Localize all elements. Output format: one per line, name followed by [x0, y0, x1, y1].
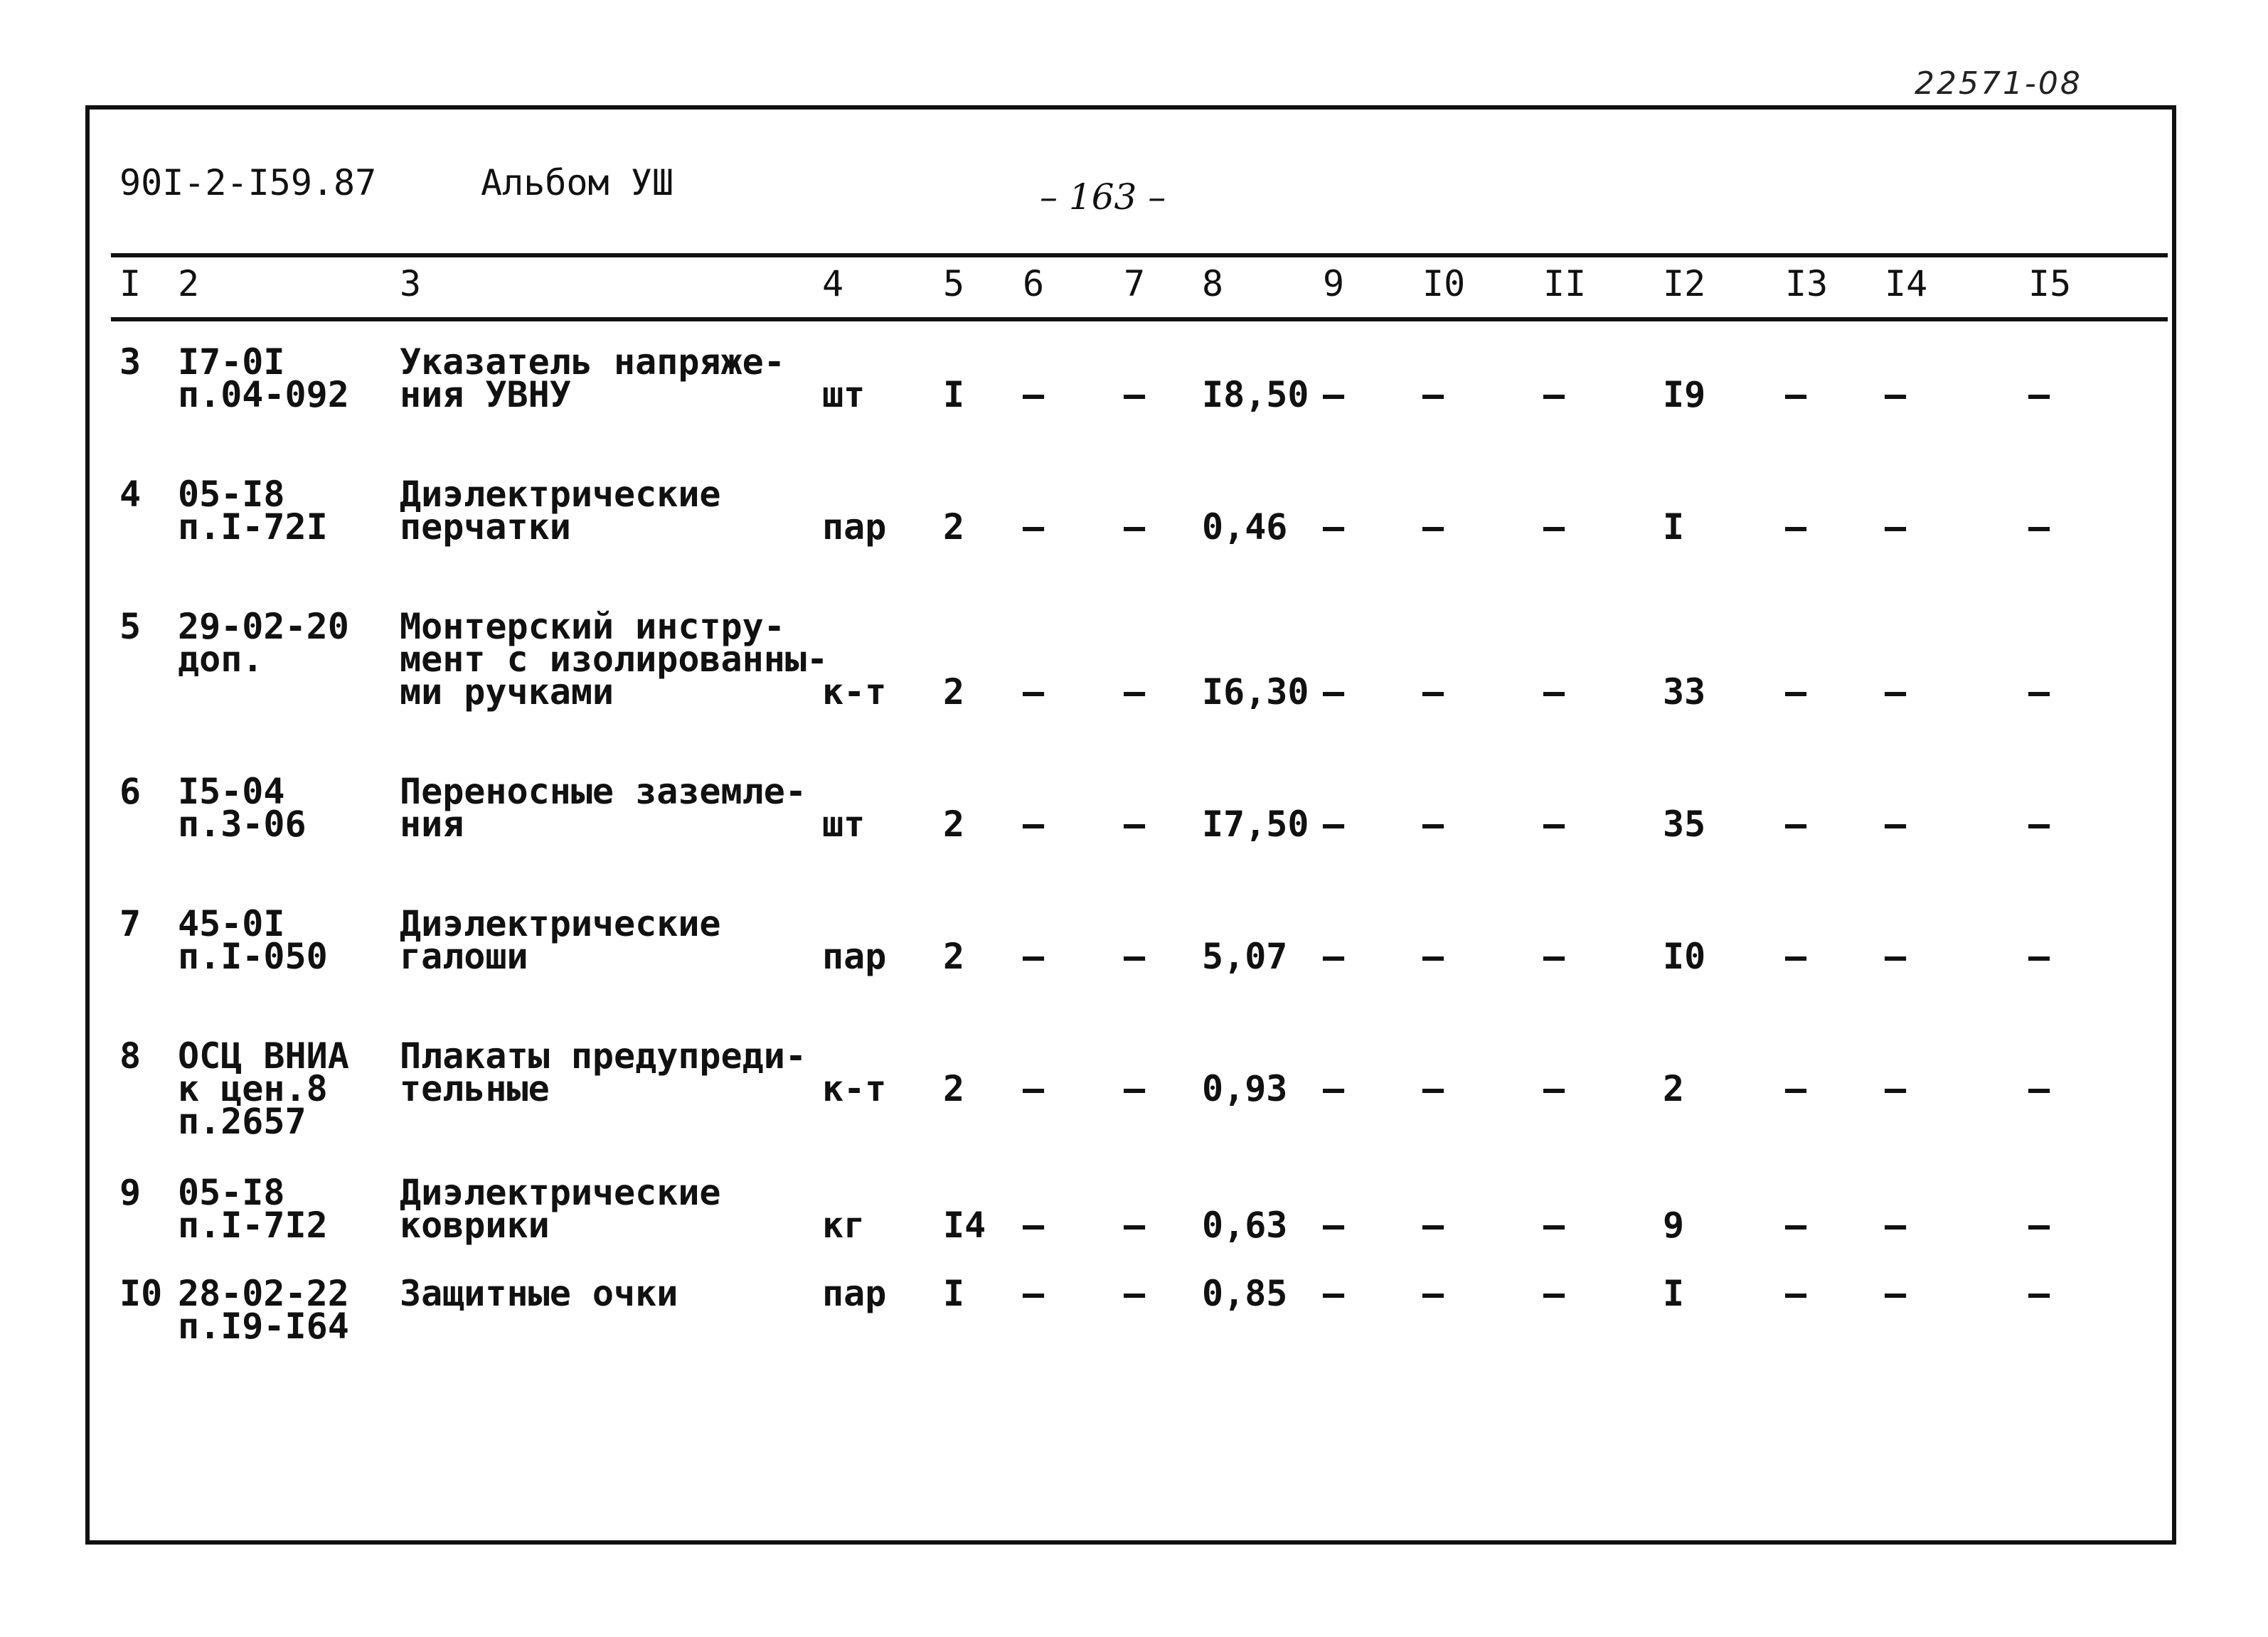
value-cell-c12: I9	[1663, 374, 1706, 415]
value-cell-c7: –	[1124, 1273, 1146, 1314]
value-cell-c6: –	[1023, 804, 1045, 845]
item-name: Монтерский инстру- мент с изолированны- ми ручками	[400, 606, 829, 713]
value-cell-c9: –	[1323, 1273, 1345, 1314]
value-cell-c15: –	[2028, 506, 2050, 548]
value-cell-c12: I	[1663, 506, 1685, 548]
value-cell-c5: I	[943, 374, 965, 415]
value-cell-c8: 5,07	[1202, 936, 1288, 977]
position-code: 28-02-22 п.I9-I64	[178, 1273, 349, 1347]
value-cell-c15: –	[2028, 804, 2050, 845]
value-cell-c13: –	[1785, 804, 1807, 845]
value-cell-c15: –	[2028, 1273, 2050, 1314]
value-cell-c12: 35	[1663, 804, 1706, 845]
album-label: Альбом УШ	[481, 162, 674, 203]
value-cell-c7: –	[1124, 804, 1146, 845]
value-cell-c11: –	[1543, 1273, 1565, 1314]
position-code: 05-I8 п.I-7I2	[178, 1172, 328, 1246]
row-number: 8	[119, 1035, 142, 1077]
value-cell-c11: –	[1543, 1205, 1565, 1246]
column-header: I2	[1663, 263, 1706, 304]
column-header: 3	[400, 263, 422, 304]
value-cell-c15: –	[2028, 374, 2050, 415]
item-name: Диэлектрические галоши	[400, 903, 721, 977]
value-cell-c9: –	[1323, 374, 1345, 415]
unit-cell: пар	[822, 1273, 887, 1314]
value-cell-c14: –	[1885, 506, 1907, 548]
column-header: 9	[1323, 263, 1345, 304]
value-cell-c6: –	[1023, 671, 1045, 713]
position-code: 45-0I п.I-050	[178, 903, 328, 977]
value-cell-c7: –	[1124, 1068, 1146, 1109]
column-header: 6	[1023, 263, 1045, 304]
row-number: 6	[119, 771, 142, 812]
value-cell-c8: 0,85	[1202, 1273, 1288, 1314]
item-name: Плакаты предупреди- тельные	[400, 1035, 806, 1109]
value-cell-c12: I0	[1663, 936, 1706, 977]
value-cell-c9: –	[1323, 1205, 1345, 1246]
column-header: I	[119, 263, 142, 304]
unit-cell: к-т	[822, 671, 887, 713]
unit-cell: шт	[822, 804, 866, 845]
column-header: I4	[1885, 263, 1928, 304]
value-cell-c5: I	[943, 1273, 965, 1314]
value-cell-c10: –	[1422, 1205, 1444, 1246]
value-cell-c9: –	[1323, 1068, 1345, 1109]
value-cell-c8: I6,30	[1202, 671, 1309, 713]
value-cell-c5: 2	[943, 671, 965, 713]
value-cell-c10: –	[1422, 1068, 1444, 1109]
value-cell-c13: –	[1785, 374, 1807, 415]
value-cell-c13: –	[1785, 936, 1807, 977]
column-header: I5	[2028, 263, 2072, 304]
value-cell-c12: 9	[1663, 1205, 1685, 1246]
value-cell-c7: –	[1124, 506, 1146, 548]
position-code: I7-0I п.04-092	[178, 341, 349, 415]
value-cell-c6: –	[1023, 1273, 1045, 1314]
row-number: I0	[119, 1273, 163, 1314]
value-cell-c13: –	[1785, 1273, 1807, 1314]
column-header: 2	[178, 263, 200, 304]
column-header: I0	[1422, 263, 1466, 304]
value-cell-c10: –	[1422, 506, 1444, 548]
value-cell-c10: –	[1422, 936, 1444, 977]
value-cell-c5: 2	[943, 804, 965, 845]
value-cell-c9: –	[1323, 671, 1345, 713]
unit-cell: пар	[822, 506, 887, 548]
column-header: 5	[943, 263, 965, 304]
value-cell-c5: 2	[943, 936, 965, 977]
column-header: 7	[1124, 263, 1146, 304]
page-number: – 163 –	[1040, 176, 1166, 218]
value-cell-c5: 2	[943, 506, 965, 548]
value-cell-c8: I8,50	[1202, 374, 1309, 415]
position-code: 29-02-20 доп.	[178, 606, 349, 680]
value-cell-c15: –	[2028, 1205, 2050, 1246]
value-cell-c9: –	[1323, 936, 1345, 977]
value-cell-c12: 2	[1663, 1068, 1685, 1109]
value-cell-c5: 2	[943, 1068, 965, 1109]
unit-cell: шт	[822, 374, 866, 415]
row-number: 5	[119, 606, 142, 647]
value-cell-c6: –	[1023, 374, 1045, 415]
value-cell-c8: 0,63	[1202, 1205, 1288, 1246]
value-cell-c15: –	[2028, 671, 2050, 713]
row-number: 7	[119, 903, 142, 944]
value-cell-c13: –	[1785, 506, 1807, 548]
value-cell-c14: –	[1885, 1273, 1907, 1314]
row-number: 9	[119, 1172, 142, 1213]
value-cell-c8: I7,50	[1202, 804, 1309, 845]
value-cell-c11: –	[1543, 671, 1565, 713]
position-code: 05-I8 п.I-72I	[178, 474, 328, 548]
position-code: ОСЦ ВНИА к цен.8 п.2657	[178, 1035, 349, 1142]
value-cell-c12: 33	[1663, 671, 1706, 713]
column-header: I3	[1785, 263, 1828, 304]
value-cell-c10: –	[1422, 804, 1444, 845]
series-code: 90I-2-I59.87	[119, 162, 377, 203]
value-cell-c7: –	[1124, 1205, 1146, 1246]
value-cell-c5: I4	[943, 1205, 986, 1246]
value-cell-c6: –	[1023, 936, 1045, 977]
value-cell-c11: –	[1543, 936, 1565, 977]
value-cell-c6: –	[1023, 506, 1045, 548]
value-cell-c10: –	[1422, 374, 1444, 415]
value-cell-c13: –	[1785, 1068, 1807, 1109]
position-code: I5-04 п.3-06	[178, 771, 307, 845]
value-cell-c9: –	[1323, 804, 1345, 845]
value-cell-c9: –	[1323, 506, 1345, 548]
value-cell-c10: –	[1422, 1273, 1444, 1314]
item-name: Диэлектрические коврики	[400, 1172, 721, 1246]
value-cell-c14: –	[1885, 671, 1907, 713]
item-name: Переносные заземле- ния	[400, 771, 806, 845]
value-cell-c14: –	[1885, 1205, 1907, 1246]
value-cell-c14: –	[1885, 804, 1907, 845]
document-number: 22571-08	[1915, 65, 2082, 102]
column-header: 8	[1202, 263, 1224, 304]
column-header: II	[1543, 263, 1587, 304]
value-cell-c13: –	[1785, 671, 1807, 713]
value-cell-c7: –	[1124, 374, 1146, 415]
value-cell-c8: 0,93	[1202, 1068, 1288, 1109]
item-name: Диэлектрические перчатки	[400, 474, 721, 548]
value-cell-c8: 0,46	[1202, 506, 1288, 548]
value-cell-c6: –	[1023, 1205, 1045, 1246]
value-cell-c7: –	[1124, 671, 1146, 713]
value-cell-c15: –	[2028, 1068, 2050, 1109]
row-number: 4	[119, 474, 142, 515]
value-cell-c7: –	[1124, 936, 1146, 977]
table-top-rule	[111, 253, 2168, 257]
value-cell-c11: –	[1543, 506, 1565, 548]
value-cell-c11: –	[1543, 374, 1565, 415]
row-number: 3	[119, 341, 142, 383]
value-cell-c15: –	[2028, 936, 2050, 977]
value-cell-c13: –	[1785, 1205, 1807, 1246]
unit-cell: к-т	[822, 1068, 887, 1109]
column-header: 4	[822, 263, 844, 304]
value-cell-c14: –	[1885, 374, 1907, 415]
value-cell-c14: –	[1885, 1068, 1907, 1109]
unit-cell: кг	[822, 1205, 866, 1246]
value-cell-c6: –	[1023, 1068, 1045, 1109]
value-cell-c14: –	[1885, 936, 1907, 977]
value-cell-c12: I	[1663, 1273, 1685, 1314]
unit-cell: пар	[822, 936, 887, 977]
item-name: Защитные очки	[400, 1273, 678, 1314]
item-name: Указатель напряже- ния УВНУ	[400, 341, 785, 415]
value-cell-c10: –	[1422, 671, 1444, 713]
value-cell-c11: –	[1543, 1068, 1565, 1109]
value-cell-c11: –	[1543, 804, 1565, 845]
table-header-rule	[111, 317, 2168, 321]
